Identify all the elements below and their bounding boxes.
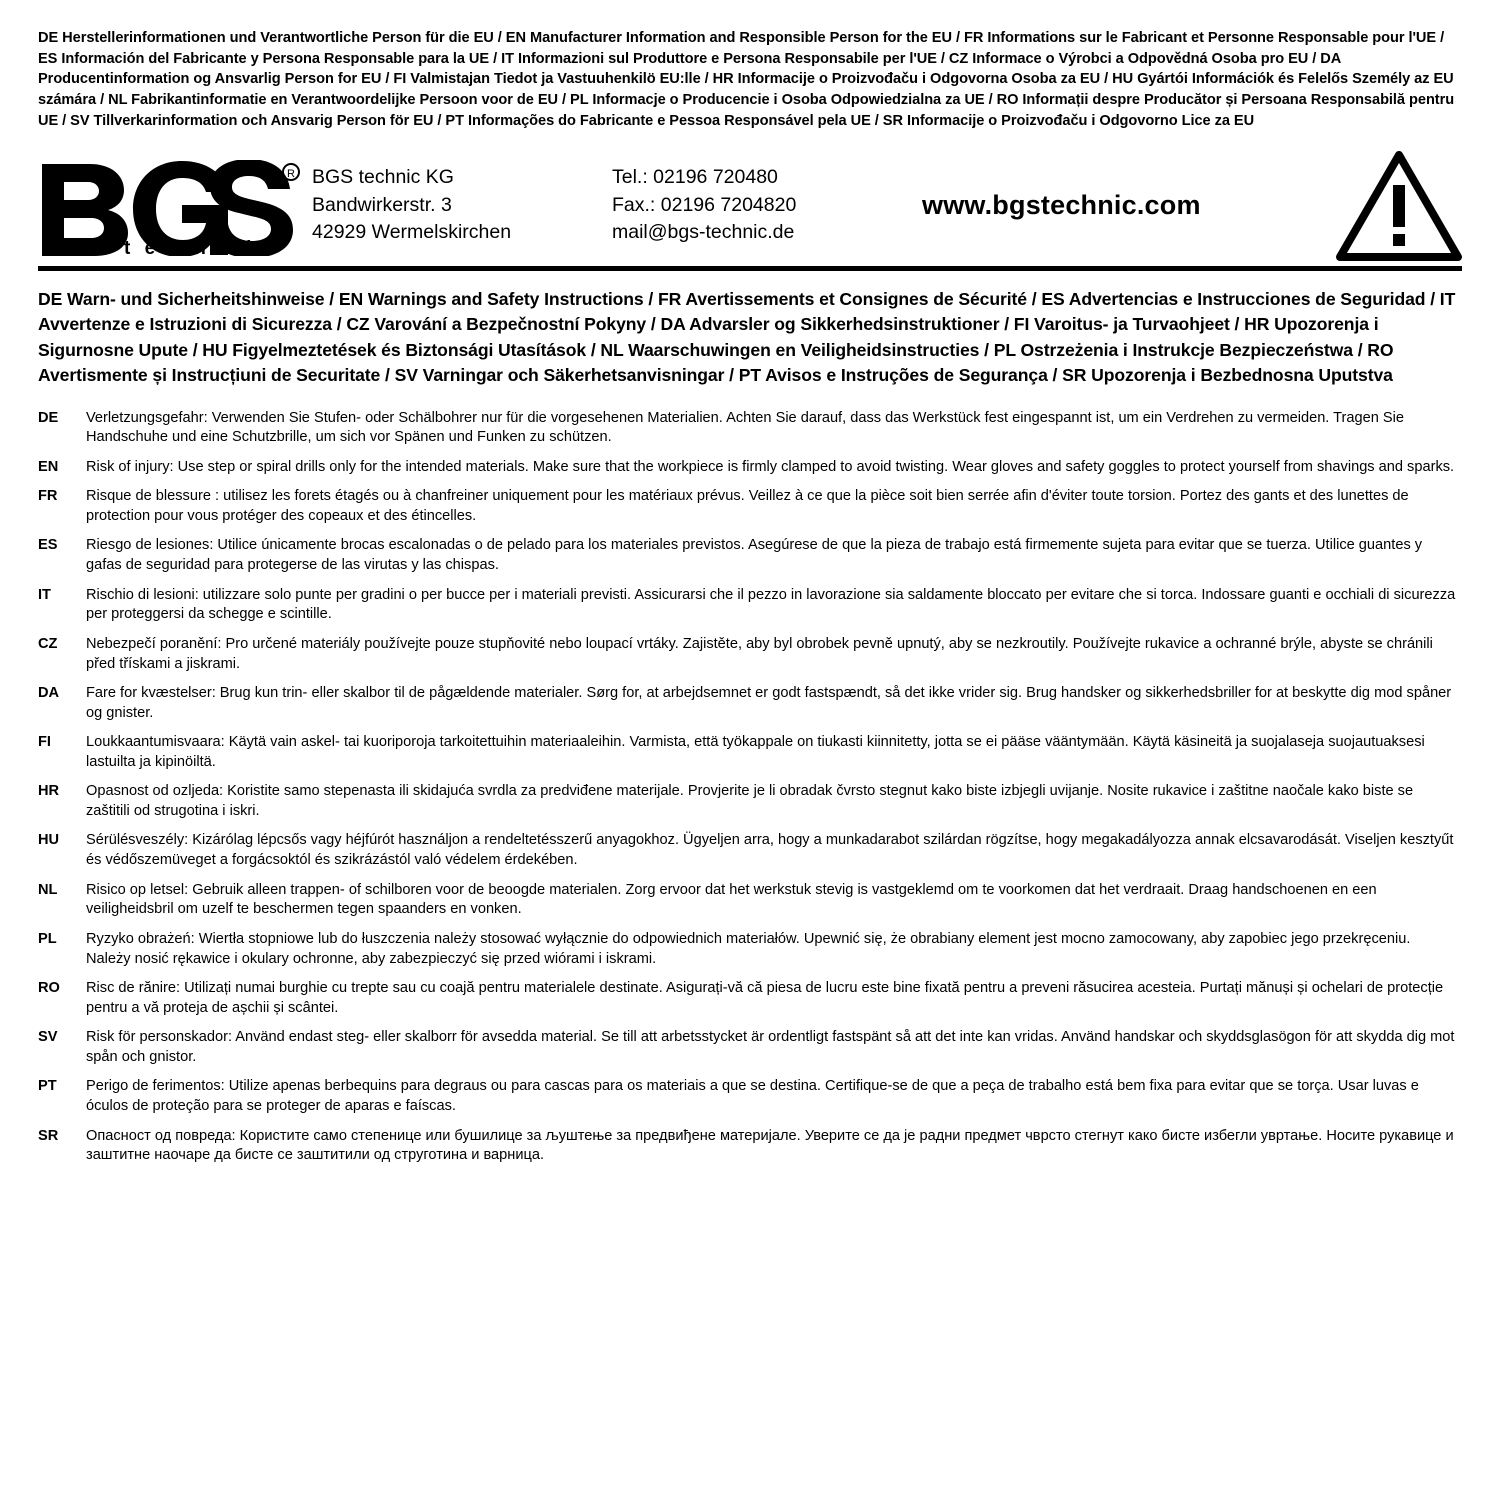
list-item <box>38 684 1462 724</box>
company-email[interactable]: mail@bgs-technic.de <box>612 221 795 244</box>
language-code: PL <box>38 930 57 947</box>
language-code: EN <box>38 458 59 475</box>
list-item <box>38 1077 1462 1117</box>
svg-text:R: R <box>287 167 295 180</box>
list-item <box>38 1127 1462 1167</box>
language-code: IT <box>38 586 51 603</box>
language-text: Risc de rănire: Utilizați numai burghie cu trepte sau cu coajă pentru materialele destinate. Asigurați-vă că piesa de lucru este bine fixată pentru a preveni răsucirea acesteia. Purtați mănuși și ochelari de protecție pentru a vă proteja de așchii și scântei. <box>86 980 1444 1016</box>
language-text: Sérülésveszély: Kizárólag lépcsős vagy héjfúrót használjon a rendeltetésszerű anyagokhoz. Ügyeljen arra, hogy a munkadarabot szilárdan rögzítse, hogy megakadályozza annak elcsavarodását. Viseljen kesztyűt és védőszemüveget a forgácsoktól és szikrázástól való védelem érdekében. <box>86 832 1454 869</box>
language-text: Loukkaantumisvaara: Käytä vain askel- tai kuoriporoja tarkoitettuihin materiaaleihin. Varmista, että työkappale on tiukasti kiinnitetty, jotta se ei pääse vääntymään. Käytä käsineitä ja suojalaseja suojautuaksesi lastuilta ja kipinöiltä. <box>86 734 1425 770</box>
company-name: BGS technic KG <box>312 166 454 189</box>
language-text: Rischio di lesioni: utilizzare solo punte per gradini o per bucce per i materiali previsti. Assicurarsi che il pezzo in lavorazione sia saldamente bloccato per evitare che si torca. Indossare guanti e occhiali di sicurezza per proteggersi da schegge e scintille. <box>86 586 1456 623</box>
language-code: NL <box>38 881 58 898</box>
language-text: Riesgo de lesiones: Utilice únicamente brocas escalonadas o de pelado para los materiales previstos. Asegúrese de que la pieza de trabajo está firmemente sujeta para evitar que se tuerza. Utilice guantes y gafas de seguridad para protegerse de las virutas y las chispas. <box>86 537 1423 574</box>
company-fax: Fax.: 02196 7204820 <box>612 193 797 216</box>
language-code: HU <box>38 832 60 849</box>
language-code: FI <box>38 734 51 751</box>
list-item <box>38 487 1462 527</box>
list-item <box>38 586 1462 626</box>
company-city: 42929 Wermelskirchen <box>312 221 512 244</box>
company-street: Bandwirkerstr. 3 <box>312 193 452 216</box>
language-code: ES <box>38 537 58 554</box>
list-item <box>38 635 1462 675</box>
company-website[interactable]: www.bgstechnic.com <box>922 190 1201 221</box>
list-item <box>38 409 1462 449</box>
list-item <box>38 930 1462 970</box>
language-text: Nebezpečí poranění: Pro určené materiály používejte pouze stupňovité nebo loupací vrtáky. Zajistěte, aby byl obrobek pevně upnutý, aby se nezkroutily. Používejte rukavice a ochranné brýle, abyste se chránili před třískami a jiskrami. <box>86 635 1433 672</box>
list-item <box>38 831 1462 871</box>
list-item <box>38 536 1462 576</box>
company-header-band <box>38 150 1462 271</box>
language-code: DE <box>38 409 59 426</box>
language-text: Fare for kvæstelser: Brug kun trin- eller skalbor til de pågældende materialer. Sørg for, at arbejdsemnet er godt fastspændt, så det ikke vrider sig. Brug handsker og sikkerhedsbriller for at beskytte dig mod spåner og gnister. <box>86 684 1452 721</box>
manufacturer-info-heading: DE Herstellerinformationen und Verantwortliche Person für die EU / EN Manufacturer Information and Responsible Person for the EU / FR Informations sur le Fabricant et Personne Responsable pour l'UE / ES Información del Fabricante y Persona Responsable para la UE / IT Informazioni sul Produttore e Persona Responsabile per l'UE / CZ Informace o Výrobci a Odpovědná Osoba pro EU / DA Producentinformation og Ansvarlig Person for EU / FI Valmistajan Tiedot ja Vastuuhenkilö EU:lle / HR Informacije o Proizvođaču i Odgovorna Osoba za EU / HU Gyártói Információk és Felelős Személy az EU számára / NL Fabrikantinformatie en Verantwoordelijke Persoon voor de EU / PL Informacje o Producencie i Osoba Odpowiedzialna za UE / RO Informații despre Producător și Persoana Responsabilă pentru UE / SV Tillverkarinformation och Ansvarig Person för EU / PT Informações do Fabricante e Pessoa Responsável pela UE / SR Informacije o Proizvođaču i Odgovorno Lice za EU <box>38 30 1455 129</box>
language-text: Opasnost od ozljeda: Koristite samo stepenasta ili skidajuća svrdla za predviđene materijale. Provjerite je li obradak čvrsto stegnut kako biste izbjegli uvijanje. Nosite rukavice i zaštitne naočale kako biste se zaštitili od strugotina i iskri. <box>86 783 1414 820</box>
list-item <box>38 733 1462 773</box>
language-text: Ryzyko obrażeń: Wiertła stopniowe lub do łuszczenia należy stosować wyłącznie do odpowiednich materiałów. Upewnić się, że obrabiany element jest mocno zamocowany, aby zapobiec jego przekręceniu. Należy nosić rękawice i okulary ochronne, aby zabezpieczyć się przed wiórami i iskrami. <box>86 930 1411 967</box>
language-text: Risque de blessure : utilisez les forets étagés ou à chanfreiner uniquement pour les matériaux prévus. Veillez à ce que la pièce soit bien serrée afin d'éviter toute torsion. Portez des gants et des lunettes de protection pour vous protéger des copeaux et des étincelles. <box>86 488 1409 524</box>
language-code: CZ <box>38 635 58 652</box>
company-tel: Tel.: 02196 720480 <box>612 166 778 189</box>
language-text: Risico op letsel: Gebruik alleen trappen- of schilboren voor de beoogde materialen. Zorg ervoor dat het werkstuk stevig is vastgeklemd om te voorkomen dat het verdraait. Draag handschoenen en een veiligheidsbril om uzelf te beschermen tegen spaanders en vonken. <box>86 881 1377 918</box>
svg-text:t e c h n i c: t e c h n i c <box>124 237 281 256</box>
language-text: Verletzungsgefahr: Verwenden Sie Stufen- oder Schälbohrer nur für die vorgesehenen Materialien. Achten Sie darauf, dass das Werkstück fest eingespannt ist, um ein Verdrehen zu vermeiden. Tragen Sie Handschuhe und eine Schutzbrille, um sich vor Spänen und Funken zu schützen. <box>86 409 1404 446</box>
company-address <box>306 164 612 247</box>
language-text: Опасност од повреда: Користите само степенице или бушилице за љуштење за предвиђене материјале. Уверите се да је радни предмет чврсто стегнут како бисте избегли увртање. Носите рукавице и заштитне наочаре да бисте се заштитили од струготина и варница. <box>86 1127 1454 1164</box>
company-website-block <box>882 190 1332 221</box>
list-item <box>38 881 1462 921</box>
language-text: Risk of injury: Use step or spiral drills only for the intended materials. Make sure that the workpiece is firmly clamped to avoid twisting. Wear gloves and safety goggles to protect yourself from shavings and sparks. <box>86 458 1455 475</box>
language-code: PT <box>38 1078 57 1095</box>
warning-triangle-icon <box>1332 151 1462 261</box>
bgs-logo <box>38 156 306 256</box>
language-code: SR <box>38 1127 59 1144</box>
language-text: Risk för personskador: Använd endast steg- eller skalborr för avsedda material. Se till att arbetsstycket är ordentligt fastspänt så att det inte kan vridas. Använd handskar och skyddsglasögon för att skydda dig mot spån och gnistor. <box>86 1029 1455 1066</box>
list-item <box>38 979 1462 1019</box>
company-contact <box>612 164 882 247</box>
language-code: RO <box>38 980 60 996</box>
safety-instructions-list <box>38 409 1462 1167</box>
list-item <box>38 458 1462 478</box>
list-item <box>38 782 1462 822</box>
language-text: Perigo de ferimentos: Utilize apenas berbequins para degraus ou para cascas para os materiais a que se destina. Certifique-se de que a peça de trabalho está bem fixa para evitar que se torça. Usar luvas e óculos de proteção para se proteger de aparas e faíscas. <box>86 1078 1419 1115</box>
language-code: FR <box>38 488 58 505</box>
list-item <box>38 1028 1462 1068</box>
safety-section-heading: DE Warn- und Sicherheitshinweise / EN Warnings and Safety Instructions / FR Avertissements et Consignes de Sécurité / ES Advertencias e Instrucciones de Seguridad / IT Avvertenze e Istruzioni di Sicurezza / CZ Varování a Bezpečnostní Pokyny / DA Advarsler og Sikkerhedsinstruktioner / FI Varoitus- ja Turvaohjeet / HR Upozorenja i Sigurnosne Upute / HU Figyelmeztetések és Biztonsági Utasítások / NL Waarschuwingen en Veiligheidsinstructies / PL Ostrzeżenia i Instrukcje Bezpieczeństwa / RO Avertismente și Instrucțiuni de Securitate / SV Varningar och Säkerhetsanvisningar / PT Avisos e Instruções de Segurança / SR Upozorenja i Bezbednosna Uputstva <box>38 288 1456 386</box>
language-code: HR <box>38 783 60 800</box>
language-code: SV <box>38 1029 58 1046</box>
language-code: DA <box>38 684 60 701</box>
